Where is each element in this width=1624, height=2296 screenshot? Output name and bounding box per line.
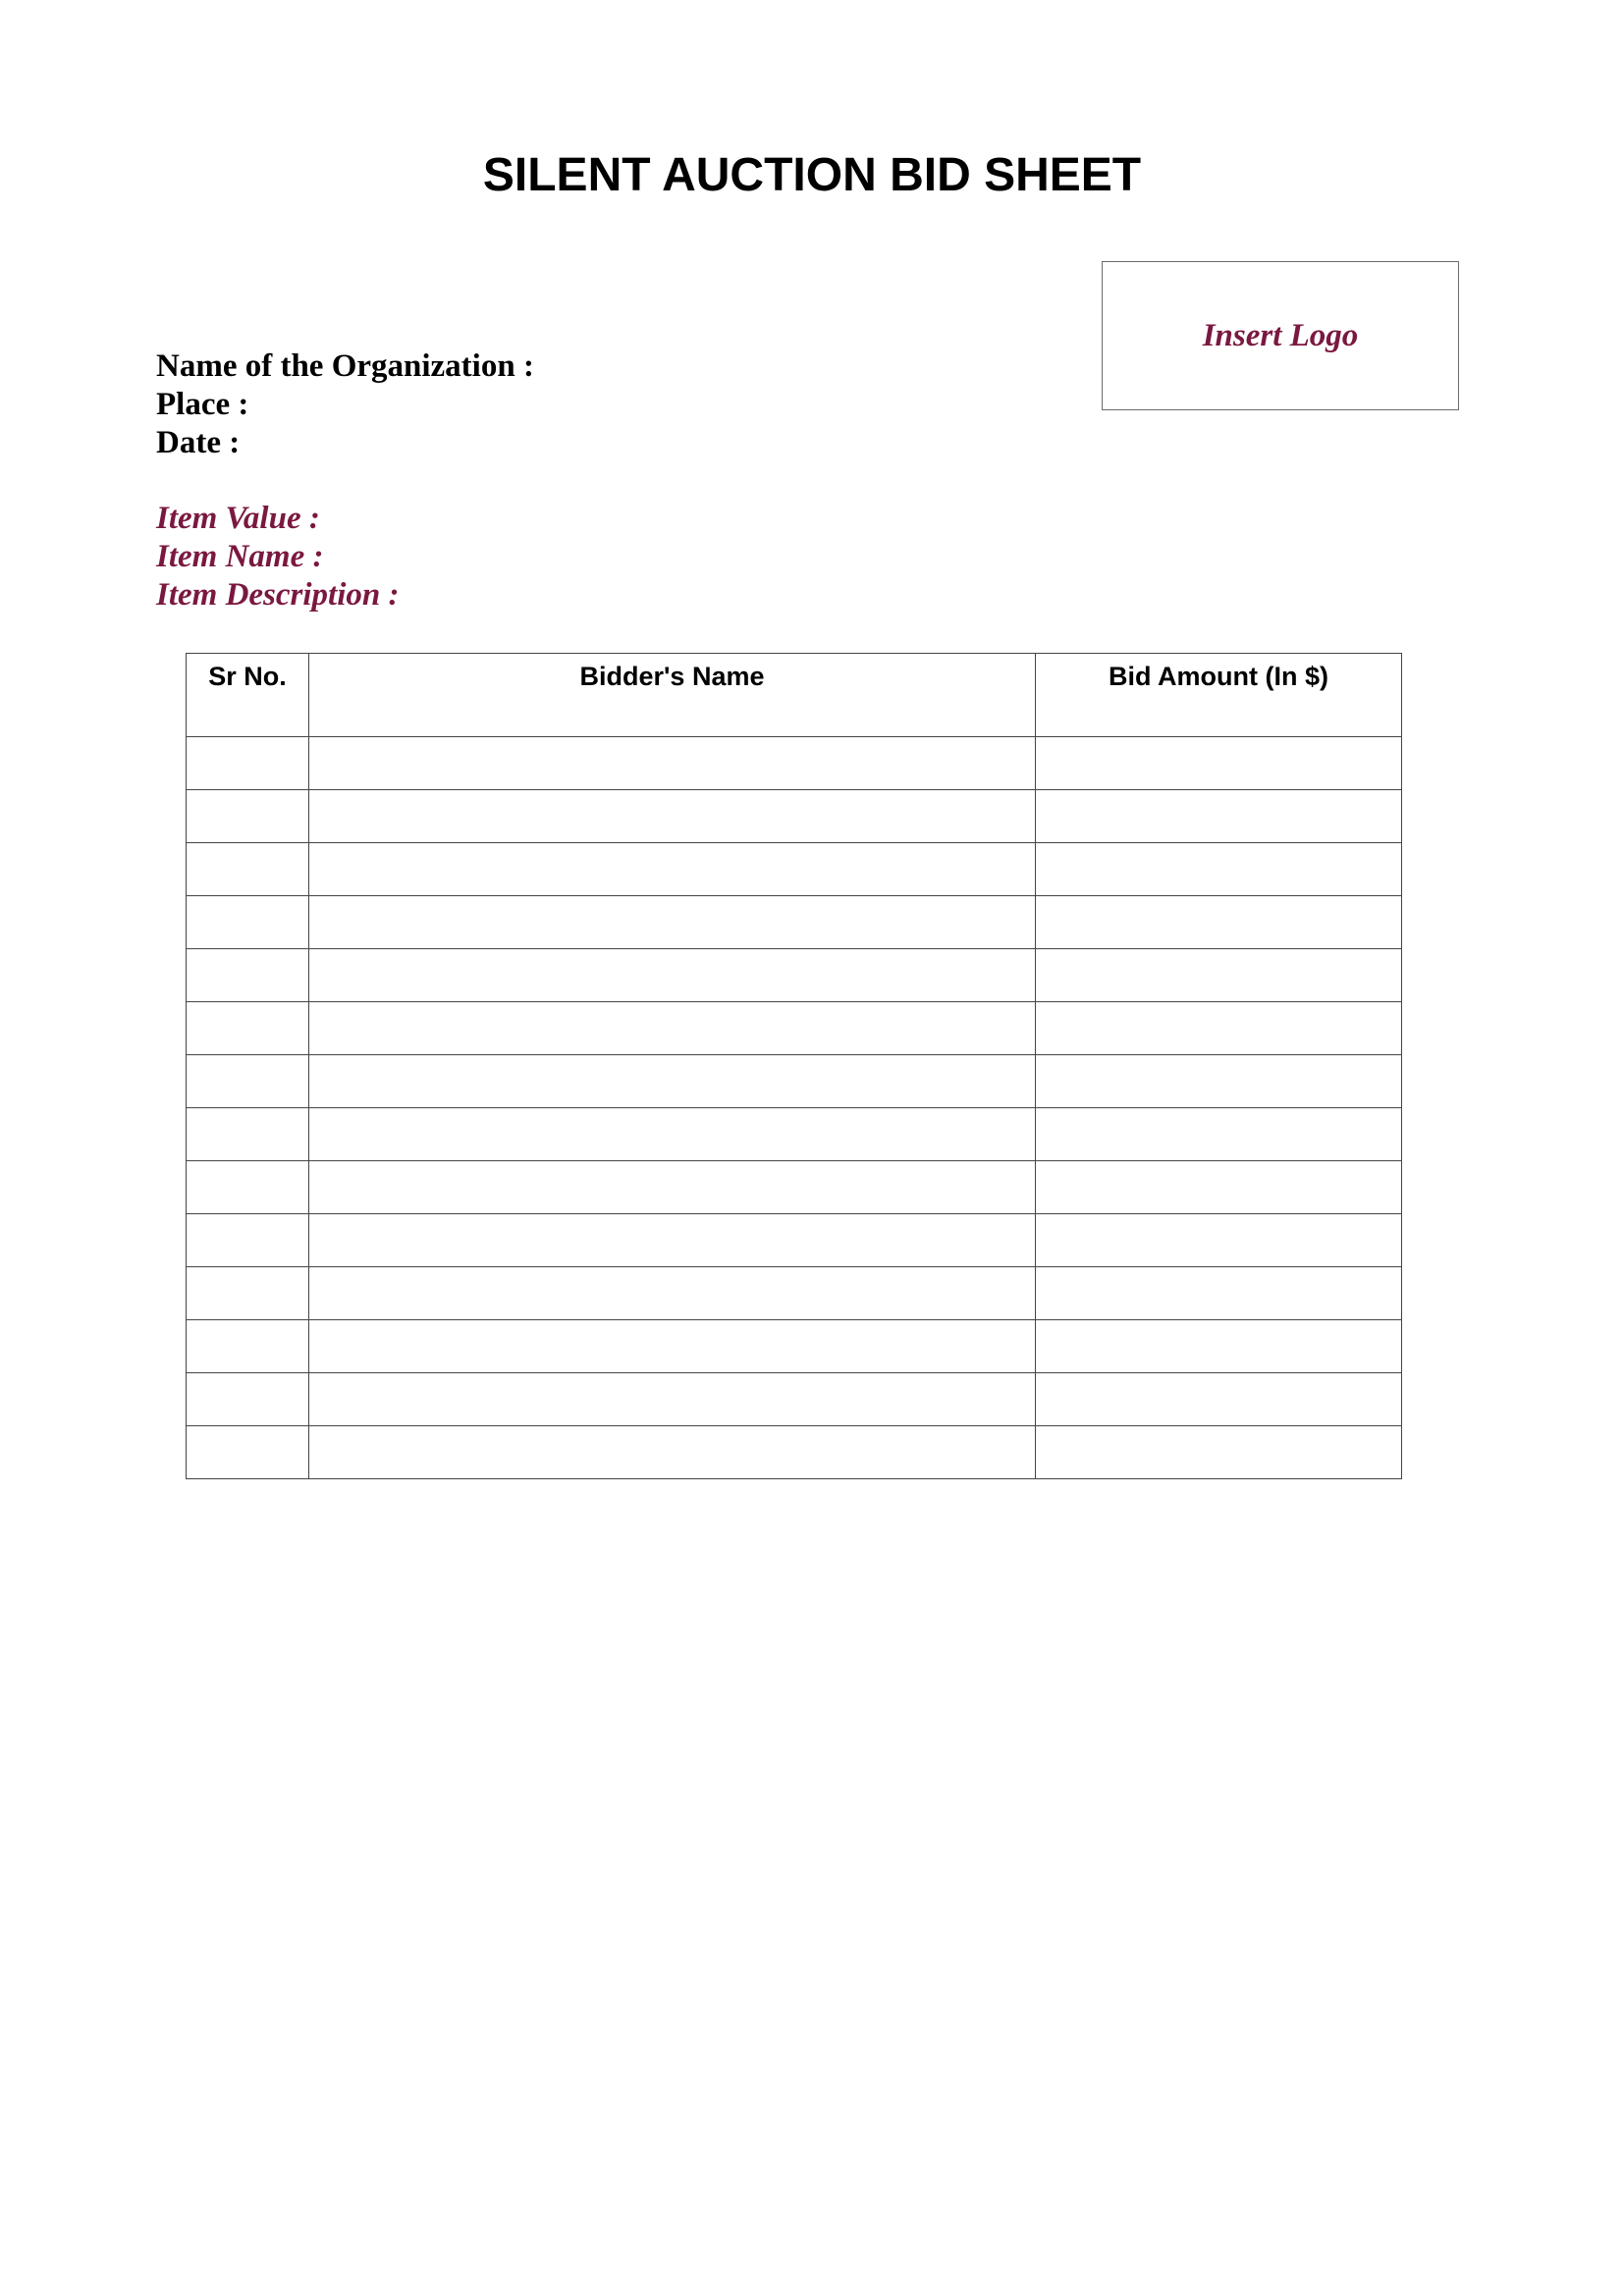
bid-amount-cell[interactable] — [1036, 1320, 1402, 1373]
bid-amount-cell[interactable] — [1036, 737, 1402, 790]
column-header-bid-amount: Bid Amount (In $) — [1036, 654, 1402, 737]
bidder-name-cell[interactable] — [309, 1108, 1036, 1161]
bid-amount-cell[interactable] — [1036, 1108, 1402, 1161]
sr-no-cell[interactable] — [187, 1214, 309, 1267]
logo-placeholder-text: Insert Logo — [1202, 317, 1359, 353]
bidder-name-cell[interactable] — [309, 1373, 1036, 1426]
table-row — [187, 1214, 1402, 1267]
table-row — [187, 1055, 1402, 1108]
bid-amount-cell[interactable] — [1036, 790, 1402, 843]
sr-no-cell[interactable] — [187, 843, 309, 896]
bid-amount-cell[interactable] — [1036, 949, 1402, 1002]
bidder-name-cell[interactable] — [309, 1426, 1036, 1479]
bidder-name-cell[interactable] — [309, 1002, 1036, 1055]
table-row — [187, 1320, 1402, 1373]
bid-amount-cell[interactable] — [1036, 843, 1402, 896]
item-value-label: Item Value : — [156, 501, 320, 536]
date-label: Date : — [156, 425, 241, 460]
place-label: Place : — [156, 387, 249, 422]
column-header-bidder-name: Bidder's Name — [309, 654, 1036, 737]
item-name-label: Item Name : — [156, 539, 324, 574]
sr-no-cell[interactable] — [187, 1267, 309, 1320]
bid-amount-cell[interactable] — [1036, 1214, 1402, 1267]
bidder-name-cell[interactable] — [309, 790, 1036, 843]
item-description-label: Item Description : — [156, 577, 400, 613]
bid-amount-cell[interactable] — [1036, 1267, 1402, 1320]
bid-table-body — [187, 737, 1402, 1479]
table-row — [187, 949, 1402, 1002]
sr-no-cell[interactable] — [187, 1002, 309, 1055]
sr-no-cell[interactable] — [187, 1426, 309, 1479]
table-row — [187, 896, 1402, 949]
bid-amount-cell[interactable] — [1036, 1055, 1402, 1108]
bid-table — [186, 653, 1402, 1479]
sr-no-cell[interactable] — [187, 949, 309, 1002]
table-row — [187, 1108, 1402, 1161]
table-row — [187, 1161, 1402, 1214]
event-info — [156, 347, 534, 462]
sr-no-cell[interactable] — [187, 737, 309, 790]
column-header-sr-no: Sr No. — [187, 654, 309, 737]
bid-amount-cell[interactable] — [1036, 1002, 1402, 1055]
bidder-name-cell[interactable] — [309, 1161, 1036, 1214]
bid-amount-cell[interactable] — [1036, 1426, 1402, 1479]
sr-no-cell[interactable] — [187, 1055, 309, 1108]
table-row — [187, 1267, 1402, 1320]
bidder-name-cell[interactable] — [309, 1055, 1036, 1108]
sr-no-cell[interactable] — [187, 1373, 309, 1426]
bid-amount-cell[interactable] — [1036, 1373, 1402, 1426]
sr-no-cell[interactable] — [187, 1161, 309, 1214]
bid-table-header-row — [187, 654, 1402, 737]
table-row — [187, 1002, 1402, 1055]
sr-no-cell[interactable] — [187, 790, 309, 843]
bidder-name-cell[interactable] — [309, 1320, 1036, 1373]
item-info — [156, 500, 399, 614]
bidder-name-cell[interactable] — [309, 949, 1036, 1002]
table-row — [187, 843, 1402, 896]
page-title: SILENT AUCTION BID SHEET — [482, 149, 1142, 201]
bidder-name-cell[interactable] — [309, 896, 1036, 949]
table-row — [187, 737, 1402, 790]
bid-amount-cell[interactable] — [1036, 896, 1402, 949]
organization-label: Name of the Organization : — [156, 348, 534, 384]
bidder-name-cell[interactable] — [309, 1214, 1036, 1267]
table-row — [187, 1426, 1402, 1479]
table-row — [187, 1373, 1402, 1426]
sr-no-cell[interactable] — [187, 896, 309, 949]
logo-placeholder-box — [1102, 261, 1459, 410]
bid-amount-cell[interactable] — [1036, 1161, 1402, 1214]
bidder-name-cell[interactable] — [309, 1267, 1036, 1320]
sr-no-cell[interactable] — [187, 1320, 309, 1373]
table-row — [187, 790, 1402, 843]
bidder-name-cell[interactable] — [309, 737, 1036, 790]
sr-no-cell[interactable] — [187, 1108, 309, 1161]
bidder-name-cell[interactable] — [309, 843, 1036, 896]
